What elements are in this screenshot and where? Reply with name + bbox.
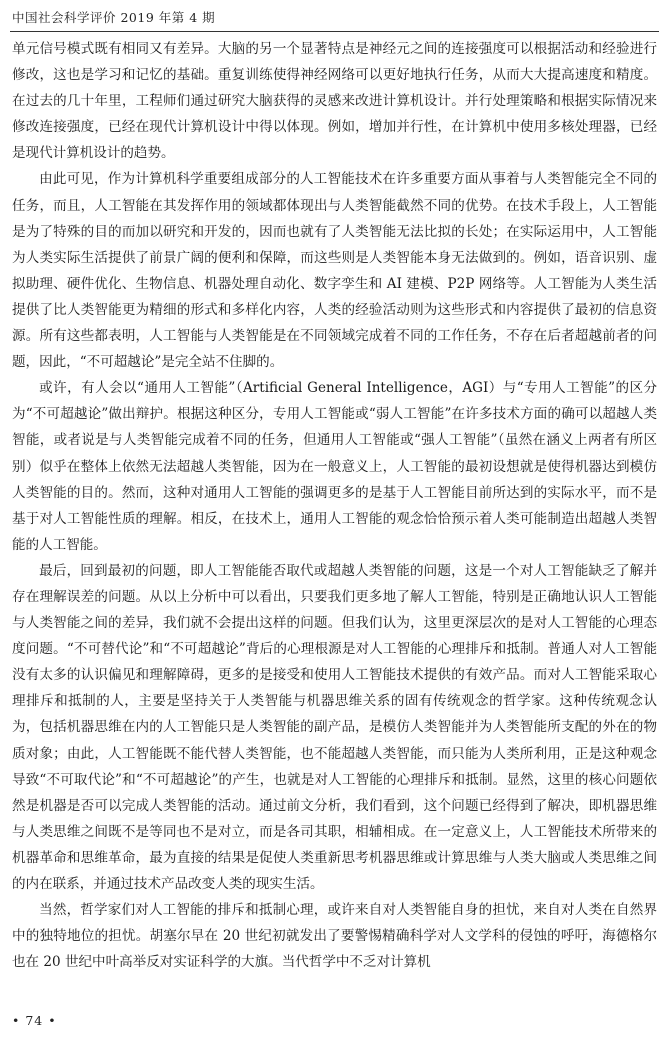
paragraph: 由此可见，作为计算机科学重要组成部分的人工智能技术在许多重要方面从事着与人类智能完全不同的任务，而且，人工智能在其发挥作用的领域都体现出与人类智能截然不同的优势。在技术手段上，人工智能是为了特殊的目的而加以研究和开发的，因而也就有了人类智能无法比拟的长处；在实际运用中，人工智能为人类实际生活提供了前景广阔的便利和保障，而这些则是人类智能本身无法做到的。例如，语音识别、虚拟助理、硬件优化、生物信息、机器处理自动化、数字孪生和 AI 建模、P2P 网络等。人工智能为人类生活提供了比人类智能更为精细的形式和多样化内容，人类的经验活动则为这些形式和内容提供了最初的信息资源。所有这些都表明，人工智能与人类智能是在不同领域完成着不同的工作任务，不存在后者超越前者的问题，因此，“不可超越论”是完全站不住脚的。 (12, 171, 657, 371)
paragraph: 或许，有人会以“通用人工智能”（Artificial General Intelligence，AGI）与“专用人工智能”的区分为“不可超越论”做出辩护。根据这种区分，专用人工智能或“弱人工智能”在许多技术方面的确可以超越人类智能，或者说是与人类智能完成着不同的任务，但通用人工智能或“强人工智能”（虽然在涵义上两者有所区别）似乎在整体上依然无法超越人类智能，因为在一般意义上，人工智能的最初设想就是使得机器达到模仿人类智能的目的。然而，这种对通用人工智能的强调更多的是基于人工智能目前所达到的实际水平，而不是基于对人工智能性质的理解。相反，在技术上，通用人工智能的观念恰恰预示着人类可能制造出超越人类智能的人工智能。 (12, 380, 657, 553)
header-rule (10, 31, 659, 32)
running-header: 中国社会科学评价 2019 年第 4 期 (12, 10, 216, 25)
paragraph: 当然，哲学家们对人工智能的排斥和抵制心理，或许来自对人类智能自身的担忧，来自对人类在自然界中的独特地位的担忧。胡塞尔早在 20 世纪初就发出了要警惕精确科学对人文学科的侵蚀的呼吁，海德格尔也在 20 世纪中叶高举反对实证科学的大旗。当代哲学中不乏对计算机 (12, 902, 657, 971)
article-body (12, 36, 657, 975)
paragraph-continued: 单元信号模式既有相同又有差异。大脑的另一个显著特点是神经元之间的连接强度可以根据活动和经验进行修改，这也是学习和记忆的基础。重复训练使得神经网络可以更好地执行任务，从而大大提高速度和精度。在过去的几十年里，工程师们通过研究大脑获得的灵感来改进计算机设计。并行处理策略和根据实际情况来修改连接强度，已经在现代计算机设计中得以体现。例如，增加并行性，在计算机中使用多核处理器，已经是现代计算机设计的趋势。 (12, 41, 657, 162)
page-number: • 74 • (12, 1013, 57, 1028)
paragraph: 最后，回到最初的问题，即人工智能能否取代或超越人类智能的问题，这是一个对人工智能缺乏了解并存在理解误差的问题。从以上分析中可以看出，只要我们更多地了解人工智能，特别是正确地认识人工智能与人类智能之间的差异，我们就不会提出这样的问题。但我们认为，这里更深层次的是对人工智能的心理态度问题。“不可替代论”和“不可超越论”背后的心理根源是对人工智能的心理排斥和抵制。普通人对人工智能没有太多的认识偏见和理解障碍，更多的是接受和使用人工智能技术提供的有效产品。而对人工智能采取心理排斥和抵制的人，主要是坚持关于人类智能与机器思维关系的固有传统观念的哲学家。这种传统观念认为，包括机器思维在内的人工智能只是人类智能的副产品，是模仿人类智能并为人类智能所支配的外在的物质对象；由此，人工智能既不能代替人类智能，也不能超越人类智能，而只能为人类所利用，正是这种观念导致“不可取代论”和“不可超越论”的产生，也就是对人工智能的心理排斥和抵制。显然，这里的核心问题依然是机器是否可以完成人类智能的活动。通过前文分析，我们看到，这个问题已经得到了解决，即机器思维与人类思维之间既不是等同也不是对立，而是各司其职，相辅相成。在一定意义上，人工智能技术所带来的机器革命和思维革命，最为直接的结果是促使人类重新思考机器思维或计算思维与人类大脑或人类思维之间的内在联系，并通过技术产品改变人类的现实生活。 (12, 562, 657, 892)
